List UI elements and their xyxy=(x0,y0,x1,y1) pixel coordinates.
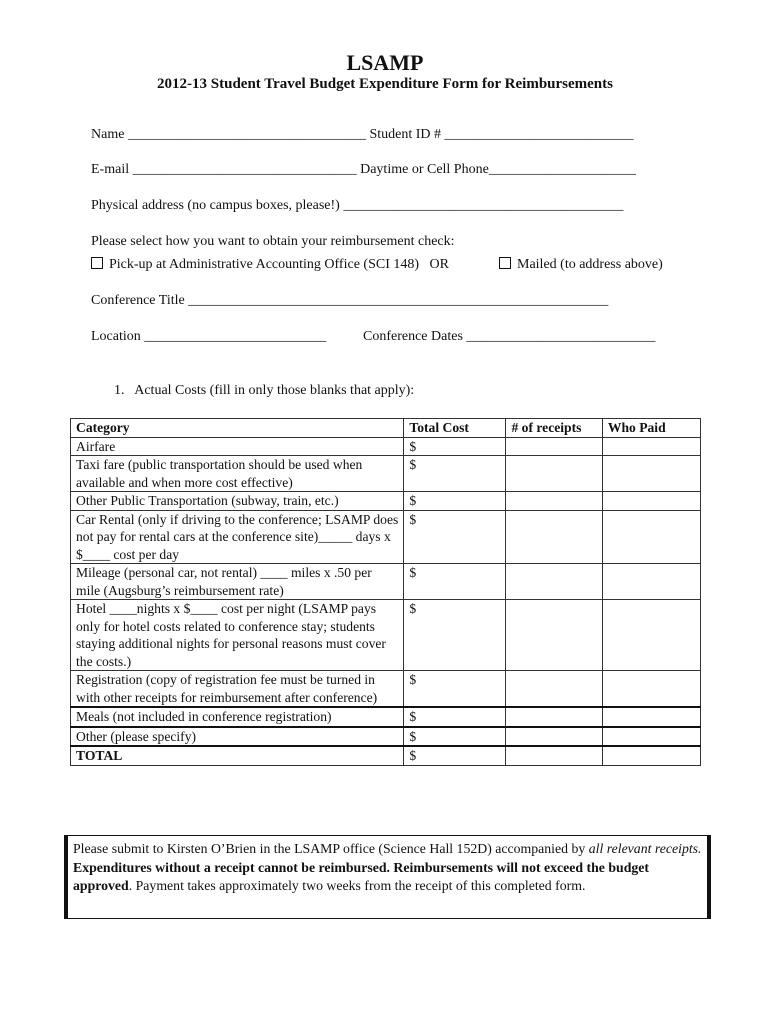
table-header-row xyxy=(71,419,701,438)
table-row xyxy=(71,510,701,564)
conference-title-row xyxy=(91,293,608,309)
cost-cell[interactable]: $ xyxy=(404,727,506,747)
address-field[interactable]: ________________________________________ xyxy=(343,198,624,213)
section-number: 1. xyxy=(114,383,125,398)
cost-cell[interactable]: $ xyxy=(404,600,506,671)
header-category: Category xyxy=(71,419,404,438)
submission-note xyxy=(64,835,711,919)
phone-label: Daytime or Cell Phone xyxy=(360,162,489,177)
total-cost-cell[interactable]: $ xyxy=(404,746,506,765)
reimburse-options xyxy=(91,257,449,273)
who-paid-cell[interactable] xyxy=(602,746,700,765)
table-row xyxy=(71,671,701,708)
receipts-cell[interactable] xyxy=(506,510,602,564)
phone-field[interactable]: _____________________ xyxy=(488,162,636,177)
dates-label: Conference Dates xyxy=(363,329,463,344)
table-row xyxy=(71,707,701,727)
note-italic-text: all relevant receipts. xyxy=(588,841,702,856)
total-row xyxy=(71,746,701,765)
reimburse-prompt: Please select how you want to obtain your reimbursement check: xyxy=(91,234,455,249)
cost-cell[interactable]: $ xyxy=(404,564,506,600)
category-cell: Other Public Transportation (subway, train, etc.) xyxy=(71,492,404,511)
mailed-option-label: Mailed (to address above) xyxy=(517,257,663,272)
receipts-cell[interactable] xyxy=(506,564,602,600)
receipts-cell[interactable] xyxy=(506,456,602,492)
header-receipts: # of receipts xyxy=(506,419,602,438)
name-field[interactable]: __________________________________ xyxy=(127,127,366,142)
table-row xyxy=(71,492,701,511)
location-row xyxy=(91,329,326,345)
table-row xyxy=(71,437,701,456)
who-paid-cell[interactable] xyxy=(602,671,700,708)
cost-cell[interactable]: $ xyxy=(404,510,506,564)
cost-cell[interactable]: $ xyxy=(404,456,506,492)
dates-field[interactable]: ___________________________ xyxy=(466,329,656,344)
who-paid-cell[interactable] xyxy=(602,564,700,600)
category-cell: Mileage (personal car, not rental) ____ miles x .50 per mile (Augsburg’s reimbursement rate) xyxy=(71,564,404,600)
cost-cell[interactable]: $ xyxy=(404,492,506,511)
conference-title-field[interactable]: ____________________________________________________________ xyxy=(188,293,609,308)
dates-row xyxy=(363,329,655,345)
table-row xyxy=(71,564,701,600)
receipts-cell[interactable] xyxy=(506,600,602,671)
receipts-cell[interactable] xyxy=(506,492,602,511)
note-bold-text: Expenditures without a receipt cannot be reimbursed. Reimbursements will not exceed the budget approved xyxy=(73,859,649,893)
page-subtitle: 2012-13 Student Travel Budget Expenditure Form for Reimbursements xyxy=(157,76,613,92)
table-row xyxy=(71,600,701,671)
section-heading-text: Actual Costs (fill in only those blanks that apply): xyxy=(134,383,415,398)
email-label: E-mail xyxy=(91,162,130,177)
email-field[interactable]: ________________________________ xyxy=(132,162,357,177)
category-cell: Hotel ____nights x $____ cost per night (LSAMP pays only for hotel costs related to conference stay; students staying additional nights for personal reasons must cover the costs.) xyxy=(71,600,404,671)
header-who-paid: Who Paid xyxy=(602,419,700,438)
email-row xyxy=(91,162,636,178)
or-label: OR xyxy=(429,257,449,272)
mailed-checkbox[interactable] xyxy=(499,257,511,269)
receipts-cell[interactable] xyxy=(506,671,602,708)
category-cell: Car Rental (only if driving to the conference; LSAMP does not pay for rental cars at the conference site)_____ days x $____ cost per day xyxy=(71,510,404,564)
note-text: Please submit to Kirsten O’Brien in the LSAMP office (Science Hall 152D) accompanied by xyxy=(73,841,589,856)
who-paid-cell[interactable] xyxy=(602,600,700,671)
address-label: Physical address (no campus boxes, please!) xyxy=(91,198,340,213)
category-cell: Airfare xyxy=(71,437,404,456)
who-paid-cell[interactable] xyxy=(602,492,700,511)
category-cell: Other (please specify) xyxy=(71,727,404,747)
note-end-text: . Payment takes approximately two weeks from the receipt of this completed form. xyxy=(128,878,586,893)
mailed-option xyxy=(499,257,663,273)
receipts-cell[interactable] xyxy=(506,437,602,456)
table-row xyxy=(71,456,701,492)
student-id-label: Student ID # xyxy=(369,127,441,142)
pickup-checkbox[interactable] xyxy=(91,257,103,269)
cost-cell[interactable]: $ xyxy=(404,437,506,456)
who-paid-cell[interactable] xyxy=(602,456,700,492)
category-cell: Meals (not included in conference registration) xyxy=(71,707,404,727)
receipts-cell[interactable] xyxy=(506,727,602,747)
header-total-cost: Total Cost xyxy=(404,419,506,438)
costs-table xyxy=(70,418,701,766)
receipts-cell[interactable] xyxy=(506,707,602,727)
section-1-heading xyxy=(114,383,414,399)
location-label: Location xyxy=(91,329,141,344)
address-row xyxy=(91,198,623,214)
table-row xyxy=(71,727,701,747)
who-paid-cell[interactable] xyxy=(602,437,700,456)
who-paid-cell[interactable] xyxy=(602,707,700,727)
receipts-cell[interactable] xyxy=(506,746,602,765)
category-cell: Registration (copy of registration fee must be turned in with other receipts for reimbursement after conference) xyxy=(71,671,404,708)
student-id-field[interactable]: ___________________________ xyxy=(444,127,634,142)
pickup-option-label: Pick-up at Administrative Accounting Office (SCI 148) xyxy=(109,257,420,272)
total-label-cell: TOTAL xyxy=(71,746,404,765)
cost-cell[interactable]: $ xyxy=(404,671,506,708)
who-paid-cell[interactable] xyxy=(602,510,700,564)
page-title: LSAMP xyxy=(346,50,424,75)
category-cell: Taxi fare (public transportation should be used when available and when more cost effective) xyxy=(71,456,404,492)
cost-cell[interactable]: $ xyxy=(404,707,506,727)
location-field[interactable]: __________________________ xyxy=(144,329,327,344)
conference-title-label: Conference Title xyxy=(91,293,185,308)
name-label: Name xyxy=(91,127,125,142)
name-row xyxy=(91,127,634,143)
who-paid-cell[interactable] xyxy=(602,727,700,747)
